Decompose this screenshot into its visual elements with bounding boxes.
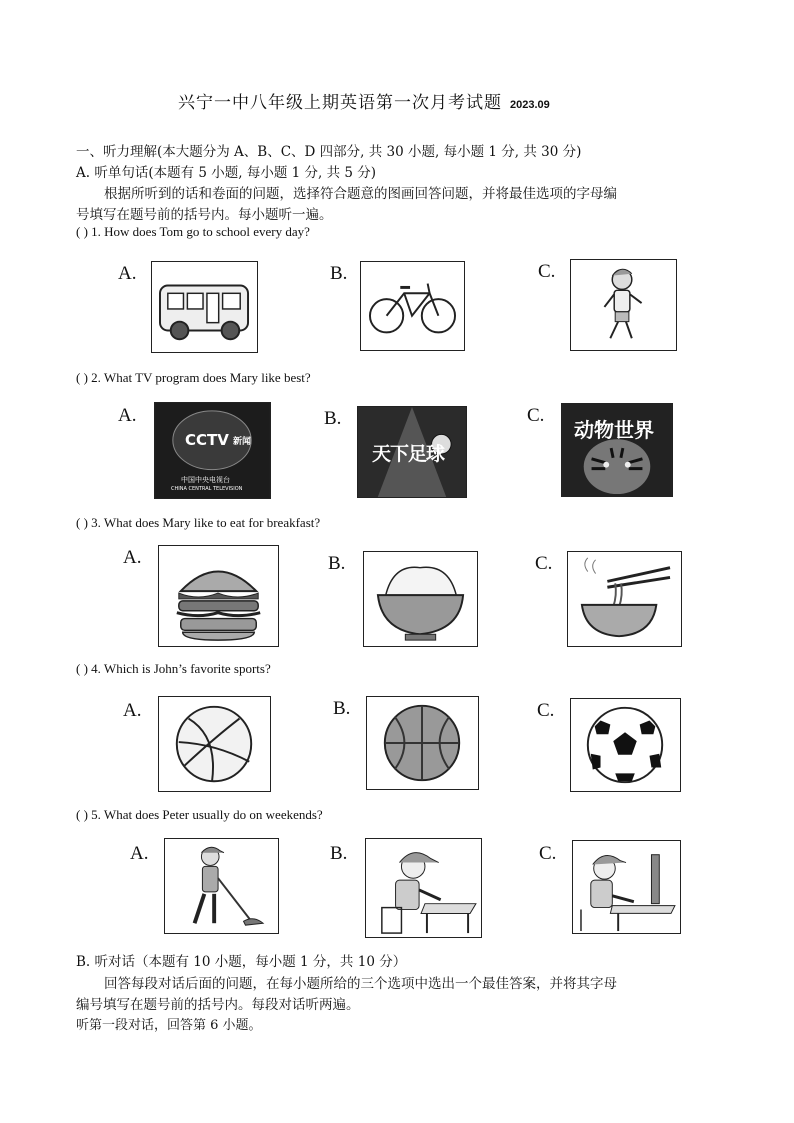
q5-option-b-label: B. bbox=[330, 843, 348, 864]
question-4: ( ) 4. Which is John’s favorite sports? bbox=[76, 661, 271, 676]
q5-computer-boy-image bbox=[572, 840, 681, 934]
q3-rice-bowl-image bbox=[363, 551, 478, 647]
q1-bicycle-image bbox=[360, 261, 465, 351]
boy-studying-icon bbox=[366, 839, 481, 937]
question-5: ( ) 5. What does Peter usually do on weekends? bbox=[76, 807, 323, 822]
q1-option-c-label: C. bbox=[538, 261, 556, 282]
title-text: 兴宁一中八年级上期英语第一次月考试题 bbox=[178, 93, 502, 113]
q3-option-c-label: C. bbox=[535, 553, 553, 574]
animal-world-title: 动物世界 bbox=[574, 418, 654, 442]
q2-option-c-label: C. bbox=[527, 405, 545, 426]
q4-option-a-label: A. bbox=[123, 700, 142, 721]
q4-volleyball-image bbox=[158, 696, 271, 792]
question-3: ( ) 3. What does Mary like to eat for breakfast? bbox=[76, 515, 321, 530]
q3-noodles-image bbox=[567, 551, 682, 647]
q2-animal-world-image bbox=[561, 403, 673, 497]
football-program-title: 天下足球 bbox=[372, 443, 445, 465]
section-heading: 一、听力理解(本大题分为 A、B、C、D 四部分, 共 30 小题, 每小题 1 分, 共 30 分) bbox=[76, 144, 582, 160]
dialogue-1-instruction: 听第一段对话，回答第 6 小题。 bbox=[76, 1018, 262, 1033]
q1-walking-boy-image bbox=[570, 259, 677, 351]
question-1: ( ) 1. How does Tom go to school every day? bbox=[76, 224, 310, 239]
part-b-instruction-1: 回答每段对话后面的问题，在每小题所给的三个选项中选出一个最佳答案，并将其字母 bbox=[104, 976, 617, 992]
question-2: ( ) 2. What TV program does Mary like best? bbox=[76, 370, 311, 385]
q5-option-c-label: C. bbox=[539, 843, 557, 864]
part-a-title: A. 听单句话(本题有 5 小题, 每小题 1 分, 共 5 分) bbox=[76, 165, 377, 181]
basketball-icon bbox=[367, 697, 478, 789]
part-b-instruction-2: 编号填写在题号前的括号内。每段对话听两遍。 bbox=[76, 997, 360, 1013]
q5-option-a-label: A. bbox=[130, 843, 149, 864]
cctv-en-text: CHINA CENTRAL TELEVISION bbox=[171, 486, 243, 492]
bus-icon bbox=[152, 262, 257, 352]
q2-option-a-label: A. bbox=[118, 405, 137, 426]
q3-hamburger-image bbox=[158, 545, 279, 647]
q2-option-b-label: B. bbox=[324, 408, 342, 429]
q1-option-a-label: A. bbox=[118, 263, 137, 284]
q4-option-c-label: C. bbox=[537, 700, 555, 721]
boy-computer-icon bbox=[573, 841, 680, 933]
q3-option-b-label: B. bbox=[328, 553, 346, 574]
walking-boy-icon bbox=[571, 260, 676, 350]
q5-writing-boy-image bbox=[365, 838, 482, 938]
q1-bus-image bbox=[151, 261, 258, 353]
noodle-bowl-icon bbox=[568, 552, 681, 646]
q2-cctv-news-image bbox=[154, 402, 271, 499]
bicycle-icon bbox=[361, 262, 464, 350]
hamburger-icon bbox=[159, 546, 278, 646]
soccer-ball-icon bbox=[571, 699, 680, 791]
cctv-cn-text: 中国中央电视台 bbox=[181, 476, 230, 484]
q4-basketball-image bbox=[366, 696, 479, 790]
page-title bbox=[178, 88, 550, 113]
q2-football-program-image bbox=[357, 406, 467, 498]
part-a-instruction-2: 号填写在题号前的括号内。每小题听一遍。 bbox=[76, 207, 333, 223]
q4-soccer-ball-image bbox=[570, 698, 681, 792]
part-a-instruction-1: 根据所听到的话和卷面的问题，选择符合题意的图画回答问题，并将最佳选项的字母编 bbox=[104, 186, 617, 202]
part-b-title: B. 听对话（本题有 10 小题，每小题 1 分，共 10 分） bbox=[76, 954, 407, 970]
q3-option-a-label: A. bbox=[123, 547, 142, 568]
q1-option-b-label: B. bbox=[330, 263, 348, 284]
boy-mopping-icon bbox=[165, 839, 278, 933]
cctv-news-text: 新闻 bbox=[233, 437, 252, 447]
rice-bowl-icon bbox=[364, 552, 477, 646]
q5-sweeping-boy-image bbox=[164, 838, 279, 934]
volleyball-icon bbox=[159, 697, 270, 791]
q4-option-b-label: B. bbox=[333, 698, 351, 719]
title-year: 2023.09 bbox=[510, 99, 550, 111]
cctv-logo-text: CCTV bbox=[185, 431, 229, 449]
